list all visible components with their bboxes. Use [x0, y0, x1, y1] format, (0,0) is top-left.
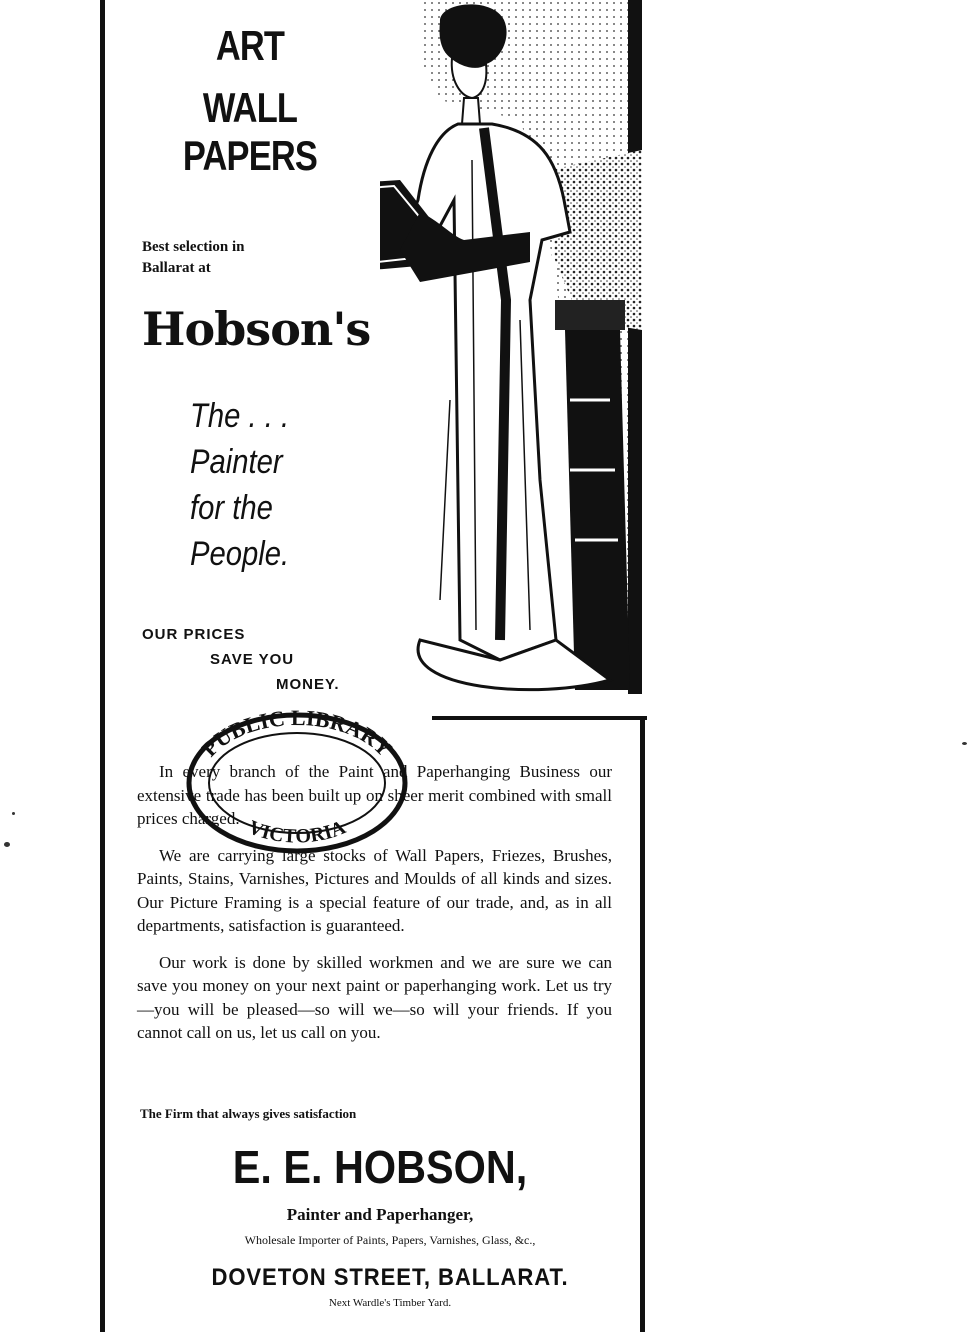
prices-line-3: MONEY.: [276, 676, 340, 693]
ad-body-text: [137, 760, 612, 1045]
proprietor-name: E. E. HOBSON,: [232, 1141, 528, 1193]
paragraph-stocks: We are carrying large stocks of Wall Papers, Friezes, Brushes, Paints, Stains, Varnishes, Pictures and Moulds of all kinds and sizes. Our Picture Framing is a special feature of our trade, and, as in all departments, satisfaction is guaranteed.: [137, 845, 612, 935]
selection-line-2: Ballarat at: [142, 260, 211, 276]
scan-speck: [962, 742, 967, 745]
trade-description: Painter and Paperhanger,: [286, 1205, 474, 1224]
woman-reading-illustration: [380, 0, 642, 694]
prices-line-2: SAVE YOU: [210, 651, 295, 668]
tagline-line-4: People.: [190, 535, 290, 573]
scan-speck: [4, 842, 10, 847]
prices-line-1: OUR PRICES: [142, 626, 246, 643]
tagline-line-3: for the: [190, 489, 273, 527]
firm-slogan: The Firm that always gives satisfaction: [140, 1106, 357, 1121]
stamp-bottom-text: VICTORIA: [245, 816, 349, 848]
ad-left-border: [100, 0, 105, 1332]
tagline-line-1: The . . .: [190, 397, 290, 435]
stamp-top-text: PUBLIC LIBRARY: [196, 705, 398, 762]
paragraph-workmen: Our work is done by skilled workmen and we are sure we can save you money on your next paint or paperhanging work. Let us try—you will be pleased—so will we—so will your friends. If you cannot call on us, let us call on you.: [137, 952, 612, 1042]
scan-speck: [12, 812, 15, 815]
headline-line-1: ART: [215, 22, 285, 69]
location-note: Next Wardle's Timber Yard.: [328, 1297, 452, 1309]
address: DOVETON STREET, BALLARAT.: [211, 1264, 569, 1291]
text-box-top-border: [432, 716, 647, 720]
paragraph-branches: In every branch of the Paint and Paperhanging Business our extensive trade has been built up on sheer merit combined with small prices charged.: [137, 762, 612, 828]
brand-name: Hobson's: [142, 302, 371, 356]
wholesale-line: Wholesale Importer of Paints, Papers, Varnishes, Glass, &c.,: [244, 1233, 536, 1247]
tagline-line-2: Painter: [190, 443, 283, 481]
headline-line-2: WALL PAPERS: [182, 84, 318, 179]
selection-line-1: Best selection in: [142, 239, 245, 255]
text-box-right-border: [640, 716, 645, 1332]
